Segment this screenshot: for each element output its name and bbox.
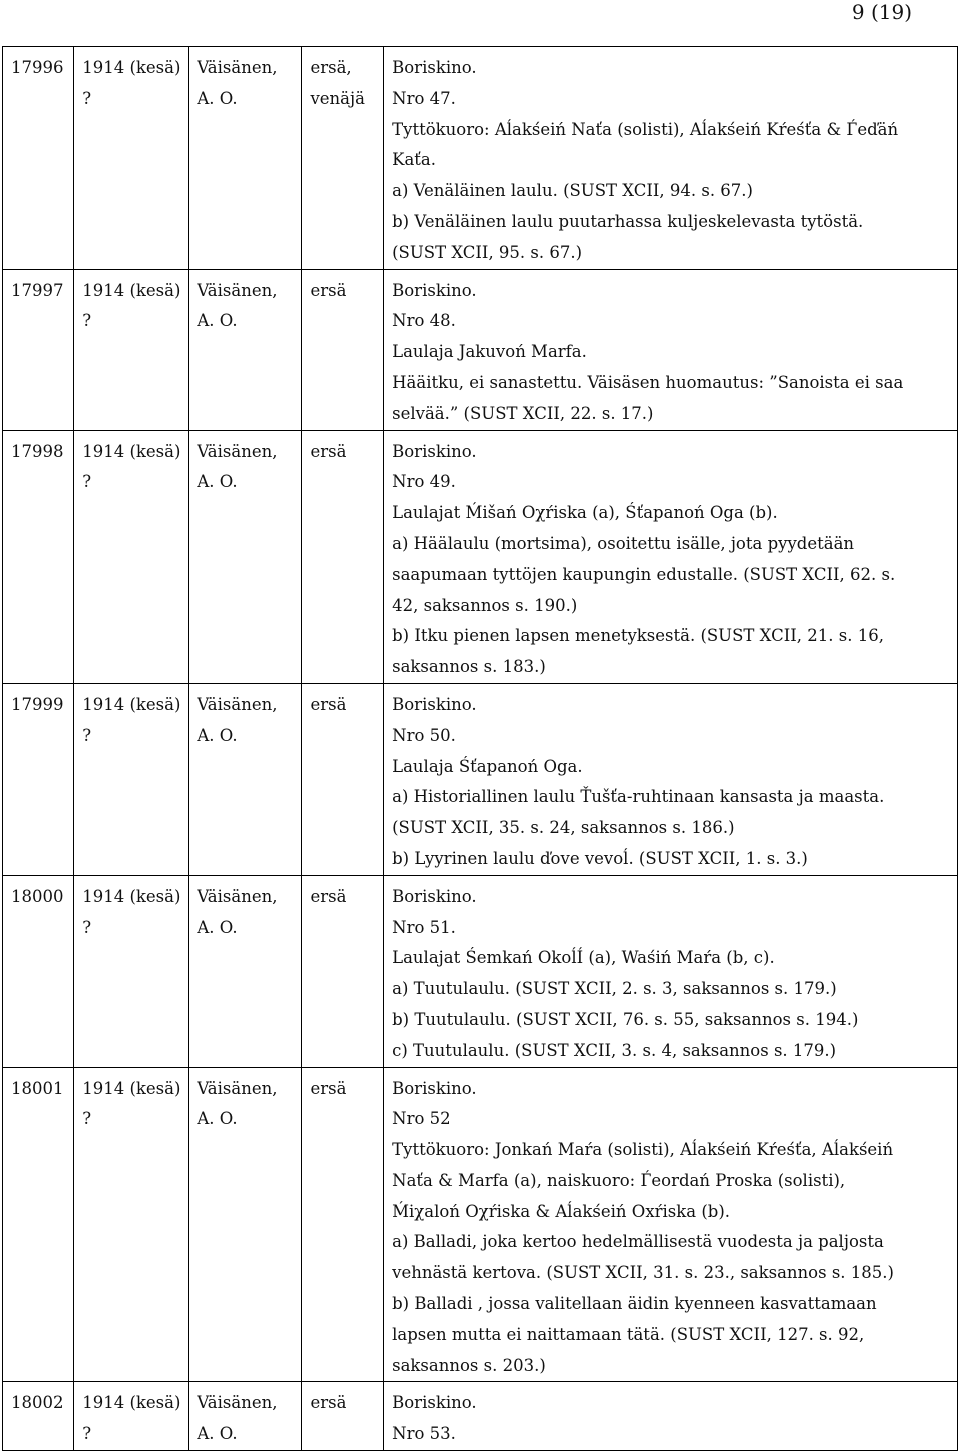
record-date-line: ?	[82, 917, 92, 937]
record-collector-line: A. O.	[197, 725, 238, 745]
record-language-cell	[302, 875, 384, 1067]
table-row	[3, 1067, 958, 1382]
record-language-cell	[302, 430, 384, 683]
record-description-cell	[384, 875, 958, 1067]
records-table	[2, 46, 958, 1451]
record-id: 18000	[11, 886, 64, 906]
record-id-cell	[3, 875, 74, 1067]
record-collector-cell	[189, 875, 302, 1067]
record-description-line: 42, saksannos s. 190.)	[392, 595, 578, 615]
record-collector-line: A. O.	[197, 917, 238, 937]
record-language-line: ersä	[310, 280, 347, 300]
record-date-line: ?	[82, 725, 92, 745]
table-row	[3, 269, 958, 430]
record-description-cell	[384, 1382, 958, 1451]
record-description-line: Tyttökuoro: Aĺakśeiń Naťa (solisti), Aĺakśeiń Kŕeśťa & Ѓeďäń	[392, 119, 899, 139]
record-collector-line: A. O.	[197, 1109, 238, 1129]
record-description-line: saksannos s. 183.)	[392, 657, 546, 677]
record-description-line: b) Balladi , jossa valitellaan äidin kyenneen kasvattamaan	[392, 1294, 877, 1314]
record-description-line: a) Häälaulu (mortsima), osoitettu isälle, jota pyydetään	[392, 533, 855, 553]
record-id: 17999	[11, 694, 64, 714]
record-collector-cell	[189, 269, 302, 430]
record-language-line: ersä	[310, 1078, 347, 1098]
record-description-line: a) Historiallinen laulu Ťušťa-ruhtinaan kansasta ja maasta.	[392, 787, 885, 807]
table-row	[3, 430, 958, 683]
record-date-cell	[74, 1382, 189, 1451]
record-date-line: 1914 (kesä)	[82, 1078, 181, 1098]
record-date-cell	[74, 47, 189, 270]
record-date-line: 1914 (kesä)	[82, 886, 181, 906]
record-description-cell	[384, 430, 958, 683]
record-id: 17996	[11, 58, 64, 77]
record-description-line: Boriskino.	[392, 886, 477, 906]
page-number: 9 (19)	[851, 0, 912, 24]
record-id: 17998	[11, 441, 64, 461]
record-language-line: ersä	[310, 886, 347, 906]
record-description-line: Nro 53.	[392, 1424, 456, 1444]
record-collector-line: Väisänen,	[197, 280, 278, 300]
record-description-line: Nro 47.	[392, 88, 456, 108]
record-description-line: b) Tuutulaulu. (SUST XCII, 76. s. 55, saksannos s. 194.)	[392, 1009, 859, 1029]
record-description-line: c) Tuutulaulu. (SUST XCII, 3. s. 4, saksannos s. 179.)	[392, 1040, 837, 1060]
record-collector-cell	[189, 47, 302, 270]
record-description-line: Laulaja Śťapanoń Oga.	[392, 756, 583, 776]
records-body	[3, 47, 958, 1451]
record-description-line: Nro 52	[392, 1109, 451, 1129]
record-description-line: selvää.” (SUST XCII, 22. s. 17.)	[392, 403, 654, 423]
record-date-line: ?	[82, 88, 92, 108]
record-language-line: ersä	[310, 441, 347, 461]
record-language-line: ersä	[310, 694, 347, 714]
record-collector-line: Väisänen,	[197, 886, 278, 906]
record-description-line: Hääitku, ei sanastettu. Väisäsen huomautus: ”Sanoista ei saa	[392, 372, 904, 392]
record-description-line: Kaťa.	[392, 150, 437, 170]
record-description-line: b) Venäläinen laulu puutarhassa kuljeskelevasta tytöstä.	[392, 211, 864, 231]
record-date-line: 1914 (kesä)	[82, 58, 181, 77]
record-description-line: Tyttökuoro: Jonkań Maŕa (solisti), Aĺakśeiń Kŕeśťa, Aĺakśeiń	[392, 1140, 894, 1160]
record-collector-line: A. O.	[197, 1424, 238, 1444]
record-description-line: (SUST XCII, 35. s. 24, saksannos s. 186.)	[392, 818, 735, 838]
record-description-cell	[384, 1067, 958, 1382]
record-date-cell	[74, 430, 189, 683]
record-description-line: Laulaja Jakuvoń Marfa.	[392, 342, 587, 362]
record-date-line: 1914 (kesä)	[82, 441, 181, 461]
record-description-line: Boriskino.	[392, 280, 477, 300]
record-collector-line: A. O.	[197, 311, 238, 331]
record-description-line: Boriskino.	[392, 441, 477, 461]
table-row	[3, 875, 958, 1067]
record-description-line: saapumaan tyttöjen kaupungin edustalle. (SUST XCII, 62. s.	[392, 564, 896, 584]
record-date-cell	[74, 875, 189, 1067]
record-collector-line: A. O.	[197, 472, 238, 492]
record-description-line: vehnästä kertova. (SUST XCII, 31. s. 23., saksannos s. 185.)	[392, 1263, 894, 1283]
record-description-line: Boriskino.	[392, 1078, 477, 1098]
record-description-line: Boriskino.	[392, 1393, 477, 1413]
record-id-cell	[3, 269, 74, 430]
record-date-line: ?	[82, 1109, 92, 1129]
record-id-cell	[3, 683, 74, 875]
record-id-cell	[3, 47, 74, 270]
record-collector-line: Väisänen,	[197, 58, 278, 77]
record-language-cell	[302, 1382, 384, 1451]
table-row	[3, 1382, 958, 1451]
record-description-line: Nro 51.	[392, 917, 456, 937]
record-language-line: ersä,	[310, 58, 352, 77]
record-date-line: 1914 (kesä)	[82, 1393, 181, 1413]
record-description-cell	[384, 683, 958, 875]
record-description-line: Nro 50.	[392, 725, 456, 745]
record-description-line: Nro 49.	[392, 472, 456, 492]
record-id: 18002	[11, 1393, 64, 1413]
record-collector-cell	[189, 430, 302, 683]
record-date-cell	[74, 269, 189, 430]
record-collector-cell	[189, 1067, 302, 1382]
record-description-line: a) Balladi, joka kertoo hedelmällisestä vuodesta ja paljosta	[392, 1232, 884, 1252]
record-description-line: b) Itku pienen lapsen menetyksestä. (SUST XCII, 21. s. 16,	[392, 626, 884, 646]
record-language-cell	[302, 683, 384, 875]
record-collector-line: A. O.	[197, 88, 238, 108]
record-date-cell	[74, 683, 189, 875]
record-date-line: ?	[82, 311, 92, 331]
record-description-line: a) Tuutulaulu. (SUST XCII, 2. s. 3, saksannos s. 179.)	[392, 979, 837, 999]
record-description-line: saksannos s. 203.)	[392, 1355, 546, 1375]
record-collector-cell	[189, 1382, 302, 1451]
record-description-line: b) Lyyrinen laulu ďove vevoĺ. (SUST XCII, 1. s. 3.)	[392, 848, 808, 868]
record-description-line: Naťa & Marfa (a), naiskuoro: Ѓeordań Proska (solisti),	[392, 1170, 846, 1190]
record-id-cell	[3, 1382, 74, 1451]
record-collector-line: Väisänen,	[197, 1078, 278, 1098]
record-id: 18001	[11, 1078, 64, 1098]
table-row	[3, 47, 958, 270]
record-date-line: ?	[82, 472, 92, 492]
record-date-line: 1914 (kesä)	[82, 280, 181, 300]
record-language-cell	[302, 269, 384, 430]
record-description-cell	[384, 269, 958, 430]
record-collector-cell	[189, 683, 302, 875]
record-description-line: Nro 48.	[392, 311, 456, 331]
record-language-cell	[302, 47, 384, 270]
record-id: 17997	[11, 280, 64, 300]
record-description-line: (SUST XCII, 95. s. 67.)	[392, 242, 583, 262]
record-description-line: Ḿiχaloń Oχŕiska & Aĺakśeiń Oxŕiska (b).	[392, 1201, 731, 1221]
record-description-cell	[384, 47, 958, 270]
record-language-line: venäjä	[310, 88, 365, 108]
record-date-line: 1914 (kesä)	[82, 694, 181, 714]
record-description-line: lapsen mutta ei naittamaan tätä. (SUST XCII, 127. s. 92,	[392, 1324, 865, 1344]
record-description-line: Laulajat Ḿišań Oχŕiska (a), Śťapanoń Oga (b).	[392, 503, 778, 523]
record-description-line: Laulajat Śemkań OkoĺÍ (a), Waśiń Maŕa (b, c).	[392, 948, 775, 968]
record-date-line: ?	[82, 1424, 92, 1444]
record-description-line: a) Venäläinen laulu. (SUST XCII, 94. s. 67.)	[392, 181, 753, 201]
record-date-cell	[74, 1067, 189, 1382]
record-id-cell	[3, 430, 74, 683]
table-row	[3, 683, 958, 875]
record-description-line: Boriskino.	[392, 58, 477, 77]
record-language-line: ersä	[310, 1393, 347, 1413]
record-collector-line: Väisänen,	[197, 694, 278, 714]
record-id-cell	[3, 1067, 74, 1382]
record-language-cell	[302, 1067, 384, 1382]
record-collector-line: Väisänen,	[197, 441, 278, 461]
record-collector-line: Väisänen,	[197, 1393, 278, 1413]
record-description-line: Boriskino.	[392, 694, 477, 714]
